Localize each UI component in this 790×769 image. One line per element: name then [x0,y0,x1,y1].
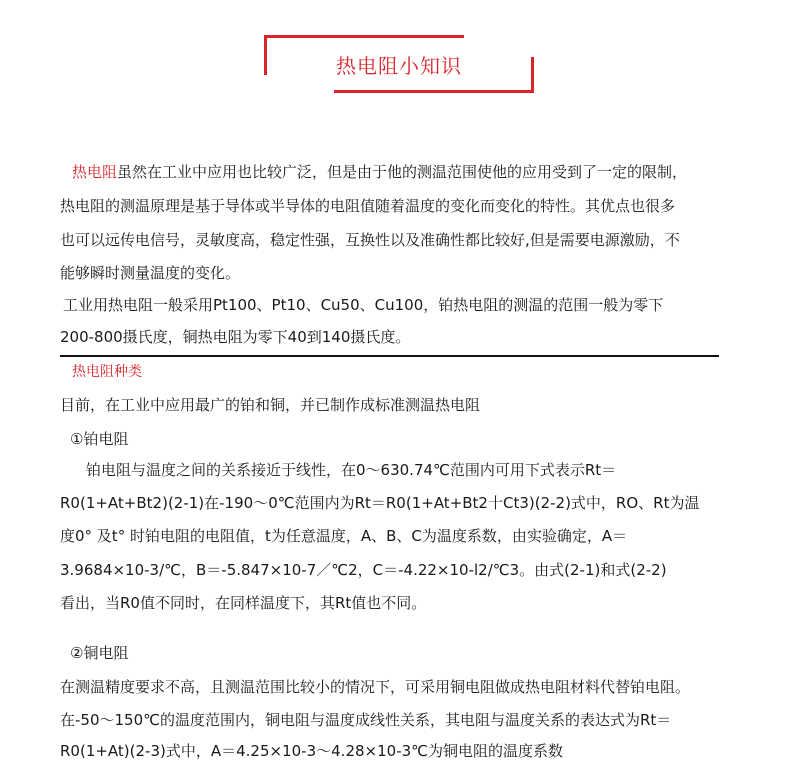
types-summary: 目前，在工业中应用最广的铂和铜，并已制作成标准测温热电阻 [60,396,481,414]
intro-line-6: 200-800摄氏度，铜热电阻为零下40到140摄氏度。 [60,328,411,346]
intro-line-2: 热电阻的测温原理是基于导体或半导体的电阻值随着温度的变化而变化的特性。其优点也很多 [60,197,676,215]
copper-heading: ②铜电阻 [70,644,129,662]
title-frame [264,35,534,93]
intro-line-4: 能够瞬时测量温度的变化。 [60,264,241,282]
platinum-line-1: 铂电阻与温度之间的关系接近于线性，在0～630.74℃范围内可用下式表示Rt＝ [86,461,617,479]
types-heading: 热电阻种类 [72,364,142,380]
copper-line-2: 在-50～150℃的温度范围内，铜电阻与温度成线性关系，其电阻与温度关系的表达式为Rt＝ [60,711,672,729]
intro-line-1-text: 虽然在工业中应用也比较广泛，但是由于他的测温范围使他的应用受到了一定的限制， [117,163,688,181]
copper-line-1: 在测温精度要求不高，且测温范围比较小的情况下，可采用铜电阻做成热电阻材料代替铂电阻。 [60,678,691,696]
platinum-line-5: 看出，当R0值不同时，在同样温度下，其Rt值也不同。 [60,594,427,612]
platinum-heading: ①铂电阻 [70,430,129,448]
intro-line-1 [72,162,687,182]
copper-line-3: R0(1+At)(2-3)式中，A＝4.25×10-3～4.28×10-3℃为铜电阻的温度系数 [60,742,563,760]
intro-line-5: 工业用热电阻一般采用Pt100、Pt10、Cu50、Cu100，铂热电阻的测温的范围一般为零下 [63,296,664,314]
intro-line-3: 也可以远传电信号，灵敏度高，稳定性强，互换性以及准确性都比较好,但是需要电源激励，不 [60,231,680,249]
intro-highlight: 热电阻 [72,163,118,181]
page-title: 热电阻小知识 [336,53,462,78]
platinum-line-3: 度0° 及t° 时铂电阻的电阻值，t为任意温度，A、B、C为温度系数，由实验确定，A＝ [60,527,628,545]
platinum-line-4: 3.9684×10-3/℃，B＝-5.847×10-7／℃2，C＝-4.22×10-l2/℃3。由式(2-1)和式(2-2) [60,561,667,579]
platinum-line-2: R0(1+At+Bt2)(2-1)在-190～0℃范围内为Rt＝R0(1+At+Bt2十Ct3)(2-2)式中，RO、Rt为温 [60,494,700,512]
section-divider [60,355,719,357]
